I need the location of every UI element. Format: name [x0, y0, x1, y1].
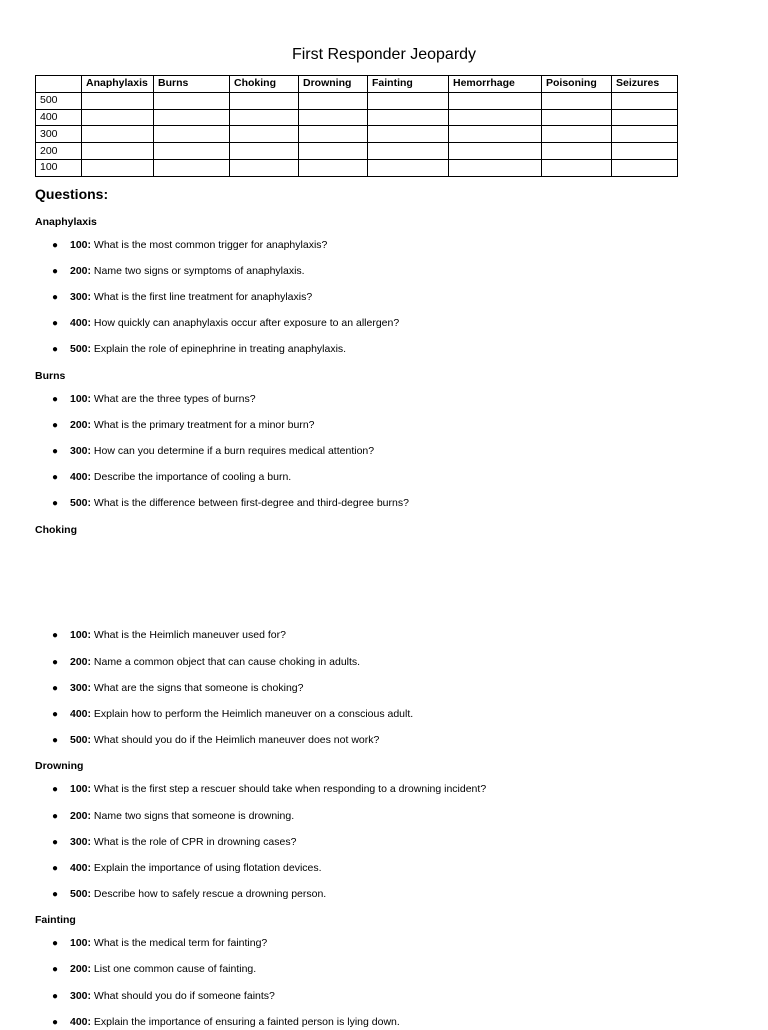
question-text: What are the three types of burns?	[91, 393, 256, 405]
board-cell	[82, 159, 154, 176]
question-points: 500:	[70, 734, 92, 746]
question-points: 400:	[70, 708, 92, 720]
question-points: 100:	[70, 629, 92, 641]
board-row	[36, 109, 678, 126]
question-text: What is the medical term for fainting?	[91, 937, 268, 949]
board-cell	[154, 159, 230, 176]
question-points: 200:	[70, 810, 92, 822]
question-text: Name two signs or symptoms of anaphylaxis.	[91, 265, 305, 277]
question-text: Name a common object that can cause choking in adults.	[91, 656, 361, 668]
question-text: What is the role of CPR in drowning cases?	[91, 836, 297, 848]
question-item	[52, 835, 296, 850]
board-row	[36, 92, 678, 109]
board-cell	[299, 159, 368, 176]
question-text: How quickly can anaphylaxis occur after exposure to an allergen?	[91, 317, 400, 329]
bullet-icon: ●	[52, 630, 59, 641]
category-heading: Choking	[35, 524, 77, 536]
question-item	[52, 861, 322, 876]
board-cell	[612, 92, 678, 109]
board-cell	[154, 126, 230, 143]
question-text: What is the Heimlich maneuver used for?	[91, 629, 286, 641]
board-cell	[449, 126, 542, 143]
point-value-cell: 100	[36, 159, 82, 176]
board-row	[36, 143, 678, 160]
board-cell	[612, 143, 678, 160]
category-header: Anaphylaxis	[82, 76, 154, 93]
board-cell	[230, 143, 299, 160]
question-text: Explain how to perform the Heimlich maneuver on a conscious adult.	[91, 708, 414, 720]
page-title: First Responder Jeopardy	[291, 46, 477, 63]
question-points: 400:	[70, 862, 92, 874]
question-text: What is the most common trigger for anaphylaxis?	[91, 239, 328, 251]
board-cell	[154, 143, 230, 160]
question-points: 100:	[70, 783, 92, 795]
question-item	[52, 809, 294, 824]
board-cell	[368, 109, 449, 126]
question-points: 500:	[70, 343, 92, 355]
jeopardy-board	[35, 75, 678, 177]
bullet-icon: ●	[52, 318, 59, 329]
point-value-cell: 400	[36, 109, 82, 126]
board-row	[36, 159, 678, 176]
bullet-icon: ●	[52, 991, 59, 1002]
question-text: Name two signs that someone is drowning.	[91, 810, 295, 822]
question-text: List one common cause of fainting.	[91, 963, 257, 975]
board-cell	[449, 92, 542, 109]
board-cell	[230, 159, 299, 176]
board-cell	[82, 109, 154, 126]
category-heading: Anaphylaxis	[35, 216, 97, 228]
bullet-icon: ●	[52, 266, 59, 277]
question-points: 300:	[70, 682, 92, 694]
question-points: 300:	[70, 445, 92, 457]
bullet-icon: ●	[52, 240, 59, 251]
question-text: What is the first line treatment for anaphylaxis?	[91, 291, 313, 303]
board-cell	[154, 92, 230, 109]
bullet-icon: ●	[52, 1017, 59, 1028]
question-points: 100:	[70, 937, 92, 949]
question-text: What is the primary treatment for a minor burn?	[91, 419, 315, 431]
bullet-icon: ●	[52, 964, 59, 975]
question-item	[52, 989, 275, 1004]
question-points: 300:	[70, 291, 92, 303]
category-header: Drowning	[299, 76, 368, 93]
question-item	[52, 264, 305, 279]
board-cell	[230, 109, 299, 126]
question-item	[52, 316, 399, 331]
question-text: What is the difference between first-degree and third-degree burns?	[91, 497, 409, 509]
bullet-icon: ●	[52, 657, 59, 668]
board-cell	[449, 109, 542, 126]
bullet-icon: ●	[52, 709, 59, 720]
question-item	[52, 628, 286, 643]
question-item	[52, 342, 346, 357]
question-text: How can you determine if a burn requires medical attention?	[91, 445, 375, 457]
questions-heading: Questions:	[35, 186, 109, 202]
board-cell	[542, 92, 612, 109]
category-header: Choking	[230, 76, 299, 93]
question-points: 400:	[70, 1016, 92, 1028]
board-cell	[299, 143, 368, 160]
board-cell	[368, 143, 449, 160]
board-cell	[612, 159, 678, 176]
bullet-icon: ●	[52, 811, 59, 822]
bullet-icon: ●	[52, 498, 59, 509]
point-value-cell: 200	[36, 143, 82, 160]
board-cell	[368, 126, 449, 143]
question-item	[52, 496, 409, 511]
question-item	[52, 290, 312, 305]
board-cell	[449, 159, 542, 176]
board-cell	[542, 159, 612, 176]
category-header: Poisoning	[542, 76, 612, 93]
bullet-icon: ●	[52, 889, 59, 900]
question-text: What are the signs that someone is choking?	[91, 682, 304, 694]
question-text: What is the first step a rescuer should take when responding to a drowning incident?	[91, 783, 487, 795]
board-cell	[612, 126, 678, 143]
question-text: Describe how to safely rescue a drowning person.	[91, 888, 327, 900]
point-value-cell: 300	[36, 126, 82, 143]
bullet-icon: ●	[52, 735, 59, 746]
board-header-row	[36, 76, 678, 93]
question-points: 300:	[70, 836, 92, 848]
question-points: 100:	[70, 239, 92, 251]
board-cell	[82, 143, 154, 160]
category-header: Hemorrhage	[449, 76, 542, 93]
question-item	[52, 470, 291, 485]
board-cell	[612, 109, 678, 126]
question-item	[52, 444, 374, 459]
question-points: 200:	[70, 963, 92, 975]
category-header: Seizures	[612, 76, 678, 93]
board-cell	[154, 109, 230, 126]
board-cell	[230, 126, 299, 143]
question-item	[52, 782, 486, 797]
question-points: 500:	[70, 497, 92, 509]
question-text: What should you do if the Heimlich maneuver does not work?	[91, 734, 380, 746]
question-points: 500:	[70, 888, 92, 900]
category-header: Burns	[154, 76, 230, 93]
bullet-icon: ●	[52, 344, 59, 355]
category-heading: Drowning	[35, 760, 84, 772]
question-points: 200:	[70, 265, 92, 277]
question-text: What should you do if someone faints?	[91, 990, 275, 1002]
board-cell	[299, 109, 368, 126]
question-item	[52, 887, 326, 902]
bullet-icon: ●	[52, 938, 59, 949]
bullet-icon: ●	[52, 683, 59, 694]
board-cell	[82, 126, 154, 143]
question-item	[52, 707, 413, 722]
question-points: 200:	[70, 419, 92, 431]
board-cell	[542, 126, 612, 143]
board-cell	[299, 126, 368, 143]
board-corner-cell	[36, 76, 82, 93]
question-points: 400:	[70, 471, 92, 483]
bullet-icon: ●	[52, 420, 59, 431]
question-item	[52, 418, 315, 433]
board-row	[36, 126, 678, 143]
board-cell	[368, 92, 449, 109]
question-item	[52, 962, 256, 977]
point-value-cell: 500	[36, 92, 82, 109]
question-item	[52, 681, 303, 696]
category-heading: Burns	[35, 370, 66, 382]
category-header: Fainting	[368, 76, 449, 93]
category-heading: Fainting	[35, 914, 76, 926]
question-text: Explain the role of epinephrine in treating anaphylaxis.	[91, 343, 347, 355]
bullet-icon: ●	[52, 446, 59, 457]
question-item	[52, 392, 256, 407]
bullet-icon: ●	[52, 837, 59, 848]
question-points: 100:	[70, 393, 92, 405]
question-text: Explain the importance of ensuring a fainted person is lying down.	[91, 1016, 400, 1028]
question-item	[52, 936, 267, 951]
board-cell	[299, 92, 368, 109]
question-text: Explain the importance of using flotation devices.	[91, 862, 322, 874]
bullet-icon: ●	[52, 394, 59, 405]
question-item	[52, 1015, 400, 1030]
question-text: Describe the importance of cooling a burn.	[91, 471, 292, 483]
board-cell	[368, 159, 449, 176]
bullet-icon: ●	[52, 863, 59, 874]
question-item	[52, 655, 360, 670]
board-cell	[449, 143, 542, 160]
board-cell	[542, 143, 612, 160]
question-points: 200:	[70, 656, 92, 668]
board-cell	[542, 109, 612, 126]
question-item	[52, 733, 379, 748]
question-points: 300:	[70, 990, 92, 1002]
bullet-icon: ●	[52, 784, 59, 795]
board-cell	[82, 92, 154, 109]
bullet-icon: ●	[52, 472, 59, 483]
board-cell	[230, 92, 299, 109]
bullet-icon: ●	[52, 292, 59, 303]
question-points: 400:	[70, 317, 92, 329]
question-item	[52, 238, 327, 253]
